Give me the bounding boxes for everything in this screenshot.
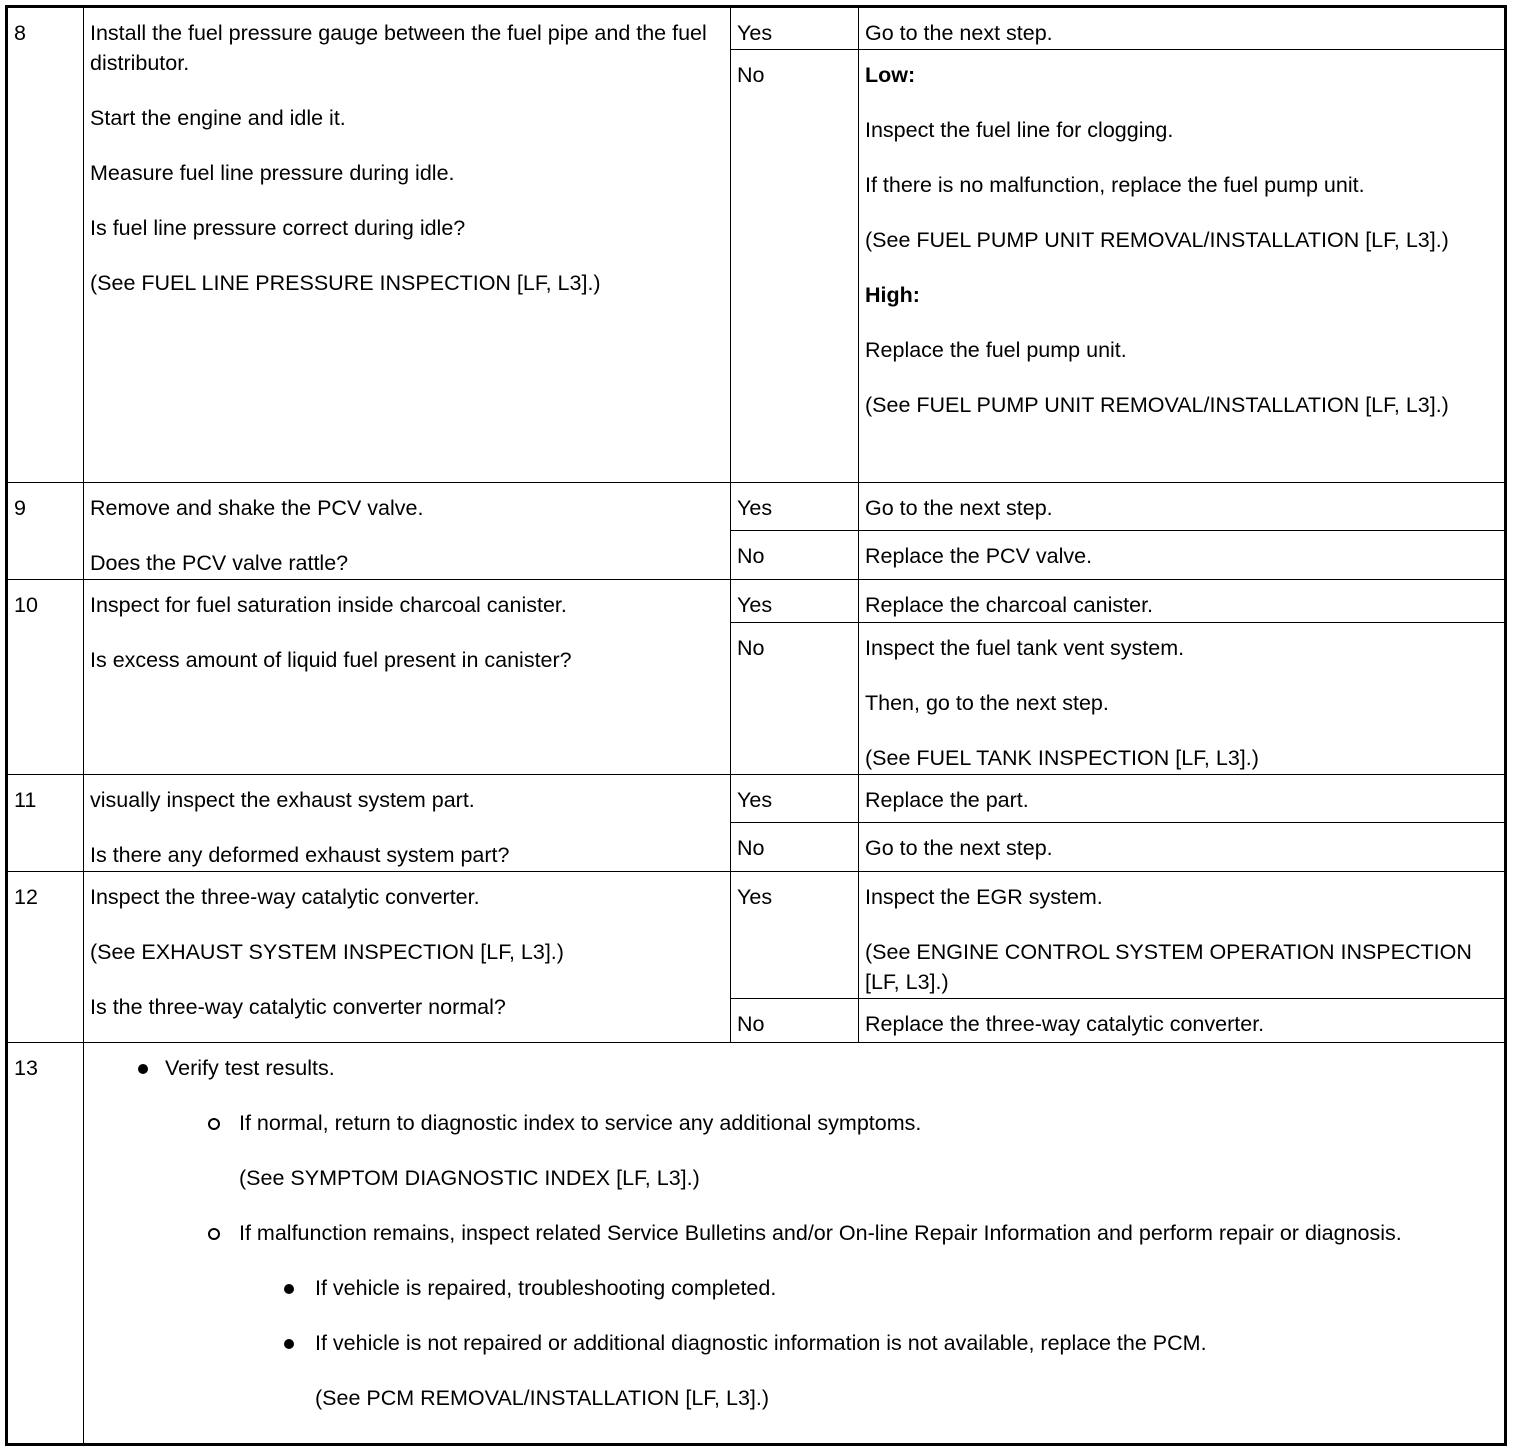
- action-text: Then, go to the next step.: [865, 691, 1109, 715]
- table-row: [7, 7, 1506, 50]
- sub-bullet-item: If normal, return to diagnostic index to service any additional symptoms.: [90, 1108, 1498, 1138]
- step-instructions: [84, 1043, 1506, 1445]
- no-action: [859, 531, 1506, 580]
- action-text: If there is no malfunction, replace the fuel pump unit.: [865, 173, 1365, 197]
- step-question: [84, 580, 731, 775]
- yes-label: Yes: [731, 483, 859, 531]
- question-text: Is excess amount of liquid fuel present in canister?: [90, 648, 572, 672]
- reference-link[interactable]: (See PCM REMOVAL/INSTALLATION [LF, L3].): [315, 1386, 770, 1410]
- question-text: Install the fuel pressure gauge between the fuel pipe and the fuel distributor.: [90, 21, 707, 75]
- action-text: Replace the PCV valve.: [865, 544, 1093, 568]
- reference-link[interactable]: (See ENGINE CONTROL SYSTEM OPERATION INSPECTION [LF, L3].): [865, 940, 1472, 994]
- no-label: No: [731, 999, 859, 1043]
- action-text: Replace the fuel pump unit.: [865, 338, 1127, 362]
- yes-label: Yes: [731, 580, 859, 623]
- action-text: Go to the next step.: [865, 836, 1053, 860]
- action-text: Go to the next step.: [865, 496, 1053, 520]
- reference-link[interactable]: (See SYMPTOM DIAGNOSTIC INDEX [LF, L3].): [239, 1166, 700, 1190]
- step-question: [84, 483, 731, 580]
- step-number: 8: [7, 7, 84, 483]
- no-action: [859, 999, 1506, 1043]
- yes-label: Yes: [731, 775, 859, 823]
- reference-link[interactable]: (See FUEL LINE PRESSURE INSPECTION [LF, L3].): [90, 271, 601, 295]
- question-text: Start the engine and idle it.: [90, 106, 346, 130]
- step-question: [84, 7, 731, 483]
- question-text: Is there any deformed exhaust system part?: [90, 843, 510, 867]
- no-label: No: [731, 623, 859, 775]
- action-text: Inspect the EGR system.: [865, 885, 1103, 909]
- no-label: No: [731, 50, 859, 483]
- reference-link[interactable]: (See FUEL TANK INSPECTION [LF, L3].): [865, 746, 1259, 770]
- action-heading: High:: [865, 283, 920, 307]
- reference-link[interactable]: (See EXHAUST SYSTEM INSPECTION [LF, L3].): [90, 940, 564, 964]
- no-action: [859, 823, 1506, 872]
- step-number: 10: [7, 580, 84, 775]
- question-text: Is fuel line pressure correct during idle?: [90, 216, 466, 240]
- question-text: visually inspect the exhaust system part.: [90, 788, 475, 812]
- action-text: Replace the three-way catalytic converter.: [865, 1012, 1265, 1036]
- action-text: Replace the part.: [865, 788, 1029, 812]
- question-text: Remove and shake the PCV valve.: [90, 496, 424, 520]
- step-number: 13: [7, 1043, 84, 1445]
- yes-label: Yes: [731, 872, 859, 999]
- question-text: Inspect for fuel saturation inside charcoal canister.: [90, 593, 567, 617]
- action-text: Replace the charcoal canister.: [865, 593, 1154, 617]
- yes-action: [859, 483, 1506, 531]
- table-row: [7, 775, 1506, 823]
- bullet-item: Verify test results.: [90, 1053, 1498, 1083]
- yes-label: Yes: [731, 7, 859, 50]
- no-action: [859, 50, 1506, 483]
- action-text: Inspect the fuel line for clogging.: [865, 118, 1174, 142]
- no-label: No: [731, 531, 859, 580]
- yes-action: [859, 580, 1506, 623]
- table-row: [7, 872, 1506, 999]
- nested-bullet-item: If vehicle is not repaired or additional diagnostic information is not available, replace the PCM.: [90, 1328, 1498, 1358]
- step-number: 11: [7, 775, 84, 872]
- step-number: 12: [7, 872, 84, 1043]
- action-heading: Low:: [865, 63, 916, 87]
- question-text: Inspect the three-way catalytic converter.: [90, 885, 480, 909]
- table-row: [7, 483, 1506, 531]
- action-text: Inspect the fuel tank vent system.: [865, 636, 1185, 660]
- question-text: Measure fuel line pressure during idle.: [90, 161, 455, 185]
- table-row: [7, 1043, 1506, 1445]
- question-text: Does the PCV valve rattle?: [90, 551, 349, 575]
- question-text: Is the three-way catalytic converter normal?: [90, 995, 506, 1019]
- yes-action: [859, 7, 1506, 50]
- action-text: Go to the next step.: [865, 21, 1053, 45]
- no-action: [859, 623, 1506, 775]
- nested-bullet-item: If vehicle is repaired, troubleshooting completed.: [90, 1273, 1498, 1303]
- step-number: 9: [7, 483, 84, 580]
- no-label: No: [731, 823, 859, 872]
- troubleshooting-table: [5, 5, 1507, 1446]
- table-row: [7, 580, 1506, 623]
- step-question: [84, 872, 731, 1043]
- yes-action: [859, 872, 1506, 999]
- sub-bullet-item: If malfunction remains, inspect related Service Bulletins and/or On-line Repair Information and perform repair or diagnosis.: [90, 1218, 1498, 1248]
- reference-link[interactable]: (See FUEL PUMP UNIT REMOVAL/INSTALLATION [LF, L3].): [865, 228, 1449, 252]
- step-question: [84, 775, 731, 872]
- yes-action: [859, 775, 1506, 823]
- reference-link[interactable]: (See FUEL PUMP UNIT REMOVAL/INSTALLATION [LF, L3].): [865, 393, 1449, 417]
